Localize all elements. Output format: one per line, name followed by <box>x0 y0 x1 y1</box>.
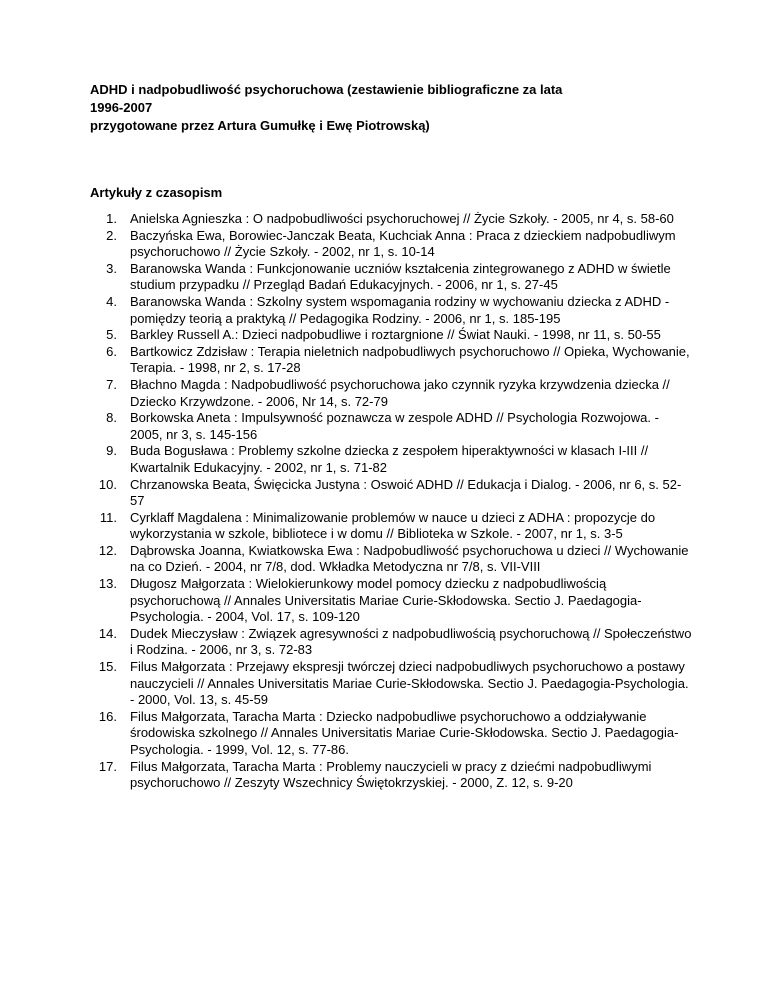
list-item <box>90 477 692 510</box>
list-item-number: 17. <box>98 758 117 774</box>
list-item <box>90 543 692 576</box>
list-item <box>90 294 692 327</box>
list-item-text: Błachno Magda : Nadpobudliwość psychoruchowa jako czynnik ryzyka krzywdzenia dziecka // Dziecko Krzywdzone. - 2006, Nr 14, s. 72-79 <box>130 376 670 409</box>
list-item <box>90 659 692 709</box>
list-item-number: 14. <box>98 625 117 641</box>
list-item-text: Anielska Agnieszka : O nadpobudliwości psychoruchowej // Życie Szkoły. - 2005, nr 4, s. 58-60 <box>130 211 674 226</box>
list-item <box>90 410 692 443</box>
list-item-number: 8. <box>106 410 117 426</box>
list-item-number: 9. <box>106 443 117 459</box>
list-item <box>90 576 692 626</box>
list-item-text: Chrzanowska Beata, Święcicka Justyna : Oswoić ADHD // Edukacja i Dialog. - 2006, nr 6, s. 52-57 <box>130 476 682 509</box>
list-item-number: 5. <box>106 327 117 343</box>
list-item-number: 12. <box>98 542 117 558</box>
list-item <box>90 327 692 344</box>
list-item <box>90 228 692 261</box>
document-title-line: ADHD i nadpobudliwość psychoruchowa (zestawienie bibliograficzne za lata <box>90 82 563 97</box>
list-item-text: Cyrklaff Magdalena : Minimalizowanie problemów w nauce u dzieci z ADHA : propozycje do wykorzystania w szkole, bibliotece i w domu // Biblioteka w Szkole. - 2007, nr 1, s. 3-5 <box>130 509 656 542</box>
list-item-number: 4. <box>106 293 117 309</box>
list-item-text: Bartkowicz Zdzisław : Terapia nieletnich nadpobudliwych psychoruchowo // Opieka, Wychowanie, Terapia. - 1998, nr 2, s. 17-28 <box>130 343 690 376</box>
list-item <box>90 626 692 659</box>
document-title-line: 1996-2007 <box>90 100 153 115</box>
list-item-number: 3. <box>106 260 117 276</box>
list-item <box>90 759 692 792</box>
list-item-number: 15. <box>98 659 117 675</box>
document-title <box>90 81 680 135</box>
document-title-line: przygotowane przez Artura Gumułkę i Ewę Piotrowską) <box>90 118 430 133</box>
list-item <box>90 510 692 543</box>
list-item-text: Filus Małgorzata, Taracha Marta : Problemy nauczycieli w pracy z dziećmi nadpobudliwymi psychoruchowo // Zeszyty Wszechnicy Świętokrzyskiej. - 2000, Z. 12, s. 9-20 <box>130 758 652 791</box>
list-item <box>90 443 692 476</box>
list-item-text: Buda Bogusława : Problemy szkolne dziecka z zespołem hiperaktywności w klasach I-III // Kwartalnik Edukacyjny. - 2002, nr 1, s. 71-82 <box>130 443 649 475</box>
list-item-number: 13. <box>98 576 117 592</box>
list-item-text: Baranowska Wanda : Szkolny system wspomagania rodziny w wychowaniu dziecka z ADHD - pomiędzy teorią a praktyką // Pedagogika Rodziny. - 2006, nr 1, s. 185-195 <box>130 293 670 326</box>
list-item-text: Długosz Małgorzata : Wielokierunkowy model pomocy dziecku z nadpobudliwością psychoruchową // Annales Universitatis Mariae Curie-Skłodowska. Sectio J. Paedagogia-Psychologia. - 2004, Vol. 17, s. 109-120 <box>130 576 642 625</box>
list-item-number: 7. <box>106 376 117 392</box>
list-item-text: Filus Małgorzata, Taracha Marta : Dziecko nadpobudliwe psychoruchowo a oddziaływanie środowiska szkolnego // Annales Universitatis Mariae Curie-Skłodowska. Sectio J. Paedagogia-Psychologia. - 1999, Vol. 12, s. 77-86. <box>130 708 679 757</box>
list-item-number: 1. <box>106 211 117 226</box>
list-item-number: 11. <box>99 509 117 525</box>
list-item-text: Baranowska Wanda : Funkcjonowanie uczniów kształcenia zintegrowanego z ADHD w świetle studium przypadku // Przegląd Badań Edukacyjnych. - 2006, nr 1, s. 27-45 <box>130 260 671 293</box>
list-item-text: Borkowska Aneta : Impulsywność poznawcza w zespole ADHD // Psychologia Rozwojowa. - 2005, nr 3, s. 145-156 <box>130 410 659 442</box>
list-item-text: Baczyńska Ewa, Borowiec-Janczak Beata, Kuchciak Anna : Praca z dzieckiem nadpobudliwym psychoruchowo // Życie Szkoły. - 2002, nr 1, s. 10-14 <box>130 227 676 260</box>
list-item-text: Dudek Mieczysław : Związek agresywności z nadpobudliwością psychoruchową // Społeczeństwo i Rodzina. - 2006, nr 3, s. 72-83 <box>130 625 692 658</box>
list-item <box>90 344 692 377</box>
list-item-text: Barkley Russell A.: Dzieci nadpobudliwe i roztargnione // Świat Nauki. - 1998, nr 11, s. 50-55 <box>130 327 661 343</box>
list-item-text: Dąbrowska Joanna, Kwiatkowska Ewa : Nadpobudliwość psychoruchowa u dzieci // Wychowanie na co Dzień. - 2004, nr 7/8, dod. Wkładka Metodyczna nr 7/8, s. VII-VIII <box>130 542 689 575</box>
bibliography-list <box>90 211 692 792</box>
list-item <box>90 261 692 294</box>
list-item-number: 2. <box>106 227 117 243</box>
list-item-text: Filus Małgorzata : Przejawy ekspresji twórczej dzieci nadpobudliwych psychoruchowo a postawy nauczycieli // Annales Universitatis Mariae Curie-Skłodowska. Sectio J. Paedagogia-Psychologia. - 2000, Vol. 13, s. 45-59 <box>130 659 689 708</box>
list-item-number: 10. <box>98 476 117 492</box>
list-item <box>90 211 692 228</box>
section-heading: Artykuły z czasopism <box>90 185 223 200</box>
list-item <box>90 377 692 410</box>
list-item-number: 6. <box>106 343 117 359</box>
list-item-number: 16. <box>98 708 117 724</box>
list-item <box>90 709 692 759</box>
